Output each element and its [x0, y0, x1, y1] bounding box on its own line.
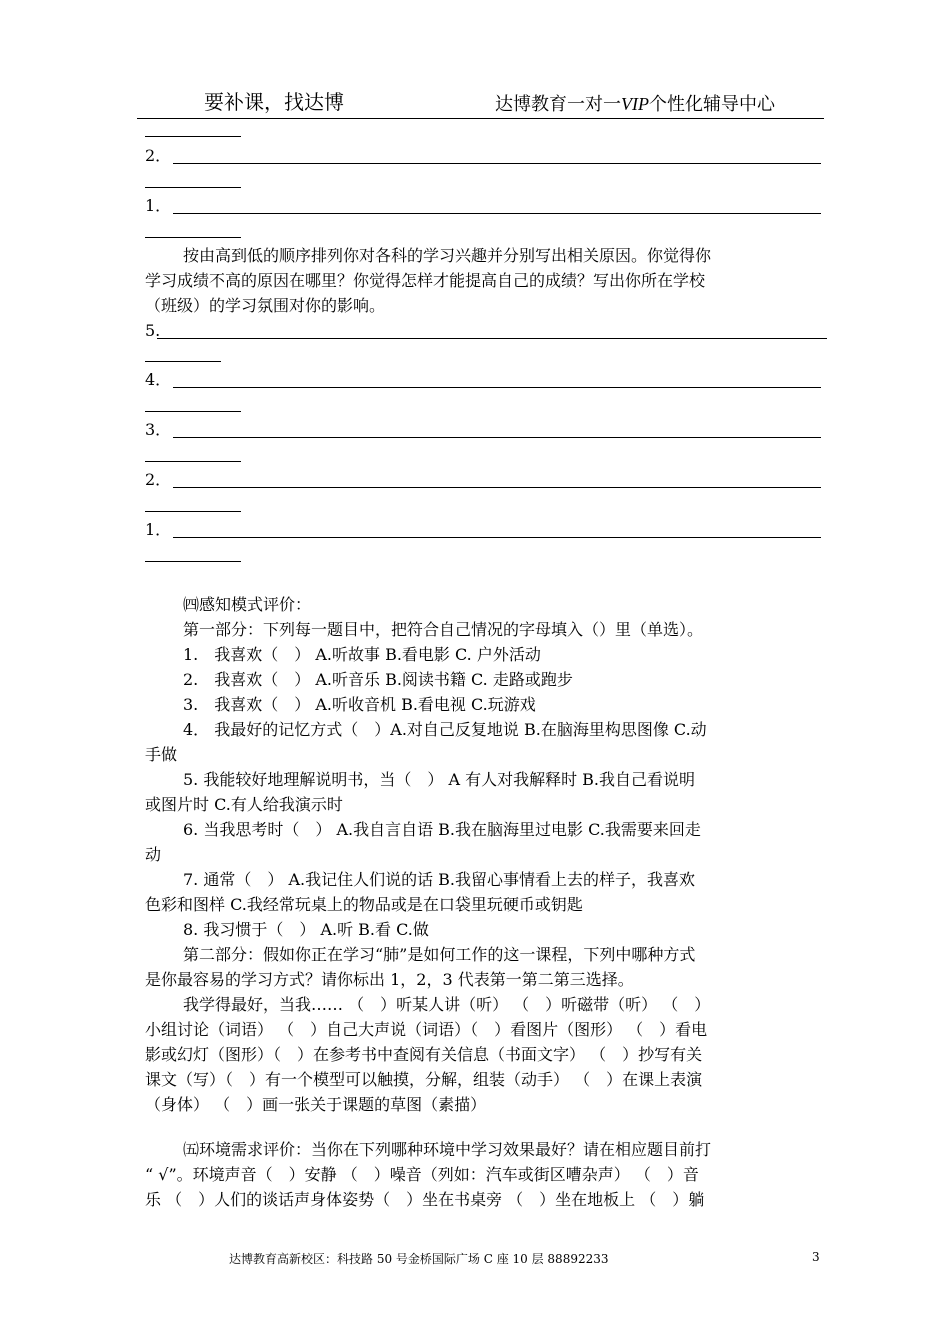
answer-line-continuation[interactable]: [145, 237, 241, 238]
answer-line-label: 1．: [145, 520, 172, 539]
question-4-line-2: 手做: [145, 745, 178, 764]
learn-best-line-5: （身体） （ ）画一张关于课题的草图（素描）: [145, 1095, 487, 1114]
interest-prompt-line-1: 按由高到低的顺序排列你对各科的学习兴趣并分别写出相关原因。你觉得你: [183, 246, 712, 265]
answer-line-continuation[interactable]: [145, 136, 241, 137]
question-2: 2. 我喜欢（ ） A.听音乐 B.阅读书籍 C. 走路或跑步: [183, 670, 573, 689]
answer-line-label: 1．: [145, 196, 172, 215]
answer-line-rule: [173, 213, 821, 214]
question-8: 8. 我习惯于（ ） A.听 B.看 C.做: [183, 920, 429, 939]
learn-best-line-3: 影或幻灯（图形）（ ）在参考书中查阅有关信息（书面文字） （ ）抄写有关: [145, 1045, 703, 1064]
question-7-line-2: 色彩和图样 C.我经常玩桌上的物品或是在口袋里玩硬币或钥匙: [145, 895, 583, 914]
learn-best-line-1: 我学得最好，当我…… （ ）听某人讲（听） （ ）听磁带（听） （ ）: [183, 995, 711, 1014]
question-7-line-1: 7. 通常（ ） A.我记住人们说的话 B.我留心事情看上去的样子，我喜欢: [183, 870, 696, 889]
interest-prompt-line-3: （班级）的学习氛围对你的影响。: [145, 296, 386, 315]
perception-part2-line-1: 第二部分：假如你正在学习“肺”是如何工作的这一课程，下列中哪种方式: [183, 945, 696, 964]
answer-line-rule: [173, 437, 821, 438]
question-6-line-2: 动: [145, 845, 162, 864]
question-1: 1. 我喜欢（ ） A.听故事 B.看电影 C. 户外活动: [183, 645, 541, 664]
answer-line-label: 3．: [145, 420, 172, 439]
header-org: [495, 90, 775, 116]
learn-best-line-4: 课文（写）（ ）有一个模型可以触摸，分解，组装（动手） （ ）在课上表演: [145, 1070, 703, 1089]
header-org-prefix: 达博教育一对一: [495, 94, 621, 115]
interest-prompt-line-2: 学习成绩不高的原因在哪里？你觉得怎样才能提高自己的成绩？写出你所在学校: [145, 271, 706, 290]
footer-address: 达博教育高新校区：科技路 50 号金桥国际广场 C 座 10 层 88892233: [229, 1252, 609, 1266]
answer-line-continuation[interactable]: [145, 561, 241, 562]
header-org-vip: VIP: [621, 94, 649, 114]
header-org-suffix: 个性化辅导中心: [648, 94, 775, 115]
answer-line-label: 4．: [145, 370, 172, 389]
learn-best-line-2: 小组讨论（词语） （ ）自己大声说（词语）（ ）看图片（图形） （ ）看电: [145, 1020, 708, 1039]
answer-line-label: 2．: [145, 470, 172, 489]
answer-line-rule: [173, 387, 821, 388]
answer-line-label: 5.: [145, 321, 161, 340]
question-3: 3. 我喜欢（ ） A.听收音机 B.看电视 C.玩游戏: [183, 695, 536, 714]
question-6-line-1: 6. 当我思考时（ ） A.我自言自语 B.我在脑海里过电影 C.我需要来回走: [183, 820, 701, 839]
answer-line-rule: [173, 487, 821, 488]
answer-line-continuation[interactable]: [145, 187, 241, 188]
answer-line-rule: [173, 537, 821, 538]
page-number: 3: [812, 1250, 820, 1264]
answer-line-continuation[interactable]: [145, 461, 241, 462]
answer-line-continuation[interactable]: [145, 361, 221, 362]
header-slogan: 要补课，找达博: [204, 90, 344, 114]
answer-line-rule: [157, 338, 827, 339]
environment-line-2: “ √”。环境声音（ ）安静 （ ）噪音（列如：汽车或街区嘈杂声） （ ）音: [145, 1165, 699, 1184]
environment-line-3: 乐 （ ）人们的谈话声身体姿势（ ）坐在书桌旁 （ ）坐在地板上 （ ）躺: [145, 1190, 705, 1209]
answer-line-rule: [173, 163, 821, 164]
answer-line-label: 2．: [145, 146, 172, 165]
question-5-line-1: 5. 我能较好地理解说明书，当（ ） A 有人对我解释时 B.我自己看说明: [183, 770, 696, 789]
question-4-line-1: 4． 我最好的记忆方式（ ）A.对自己反复地说 B.在脑海里构思图像 C.动: [183, 720, 707, 739]
answer-line-continuation[interactable]: [145, 411, 241, 412]
environment-line-1: ㈤环境需求评价：当你在下列哪种环境中学习效果最好？请在相应题目前打: [183, 1140, 712, 1159]
header-divider: [137, 118, 824, 119]
perception-part1-intro: 第一部分：下列每一题目中，把符合自己情况的字母填入（）里（单选）。: [183, 620, 704, 639]
question-5-line-2: 或图片时 C.有人给我演示时: [145, 795, 343, 814]
perception-part2-line-2: 是你最容易的学习方式？请你标出 1，2，3 代表第一第二第三选择。: [145, 970, 634, 989]
answer-line-continuation[interactable]: [145, 511, 241, 512]
perception-title: ㈣感知模式评价：: [183, 595, 312, 614]
